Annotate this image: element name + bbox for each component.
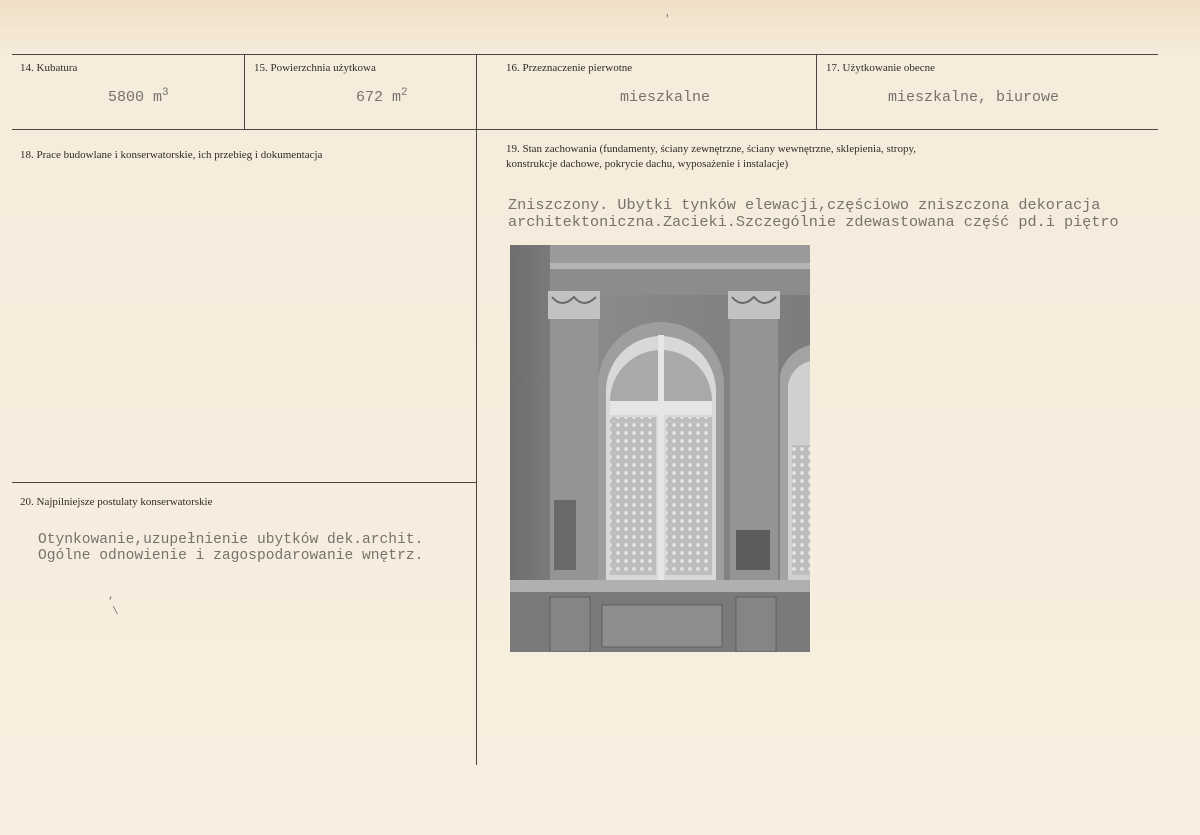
field-16-label: 16. Przeznaczenie pierwotne: [506, 62, 633, 74]
field-19-label-line2: konstrukcje dachowe, pokrycie dachu, wyposażenie i instalacje): [506, 158, 789, 170]
facade-window-illustration: [510, 245, 810, 652]
field-18-label: 18. Prace budowlane i konserwatorskie, ich przebieg i dokumentacja: [20, 149, 323, 161]
field-20-label: 20. Najpilniejsze postulaty konserwatorskie: [20, 496, 213, 508]
col-divider-2: [476, 55, 477, 765]
field-17-value: mieszkalne, biurowe: [888, 89, 1060, 106]
field-17-label: 17. Użytkowanie obecne: [826, 62, 936, 74]
field-19-label-line1: 19. Stan zachowania (fundamenty, ściany zewnętrzne, ściany wewnętrzne, sklepienia, stropy,: [506, 143, 917, 155]
field-15-label: 15. Powierzchnia użytkowa: [254, 62, 376, 74]
field-20-text-line2: Ogólne odnowienie i zagospodarowanie wnętrz.: [38, 548, 424, 564]
stray-mark: ,: [108, 590, 115, 602]
field-15-value: 672 $m^2$: [356, 87, 408, 106]
field-19-text-line1: Zniszczony. Ubytki tynków elewacji,częściowo zniszczona dekoracja: [508, 196, 1101, 214]
field-14-label: 14. Kubatura: [20, 62, 78, 74]
field-20-text-line1: Otynkowanie,uzupełnienie ubytków dek.archit.: [38, 532, 424, 548]
col-divider-1: [244, 55, 245, 129]
row1-bottom-rule: [12, 129, 1158, 130]
stray-mark: \: [112, 606, 119, 618]
stray-mark: ': [664, 14, 671, 26]
field-19-text-line2: architektoniczna.Zacieki.Szczególnie zdewastowana część pd.i piętro: [508, 214, 1119, 231]
field-16-value: mieszkalne: [620, 89, 711, 106]
col-divider-3: [816, 55, 817, 129]
top-rule: [12, 54, 1158, 55]
field18-bottom-rule: [12, 482, 476, 483]
facade-window-photo: [510, 245, 810, 652]
field-14-value: 5800 $m^3$: [108, 87, 169, 106]
